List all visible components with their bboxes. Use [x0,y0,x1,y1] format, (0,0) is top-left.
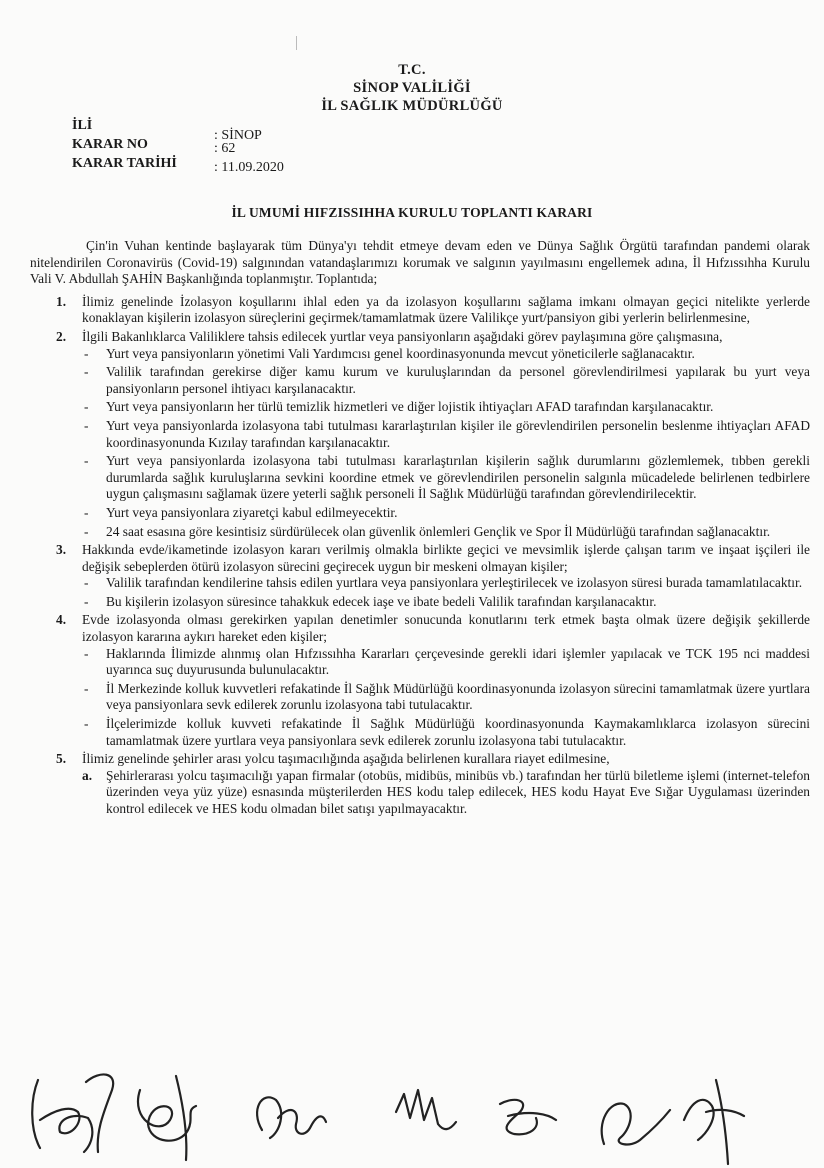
meta-row [72,118,284,143]
signature-3 [257,1097,326,1138]
lettered-item-text: Şehirlerarası yolcu taşımacılığı yapan firmalar (otobüs, midibüs, minibüs vb.) tarafından her türlü biletleme işlemi (internet-telefon üzerinden veya yüz yüze) esnasında müşterilerden HES kodu talep edilecek, HES kodu Hayat Eve Sığar Uygulaması üzerinden kontrol edilecek ve HES kodu olmadan bilet satışı yapılmayacaktır. [106,767,810,816]
article-number: 3. [56,542,67,558]
dash-bullet: - [84,645,89,661]
dash-bullet: - [84,680,89,696]
sub-item-text: Yurt veya pansiyonların her türlü temizlik hizmetleri ve diğer lojistik ihtiyaçları AFAD tarafından karşılanacaktır. [106,399,714,415]
article-text: İlgili Bakanlıklarca Valiliklere tahsis edilecek yurtlar veya pansiyonların aşağıdaki görev paylaşımına göre çalışmasına, [82,328,723,344]
article-5 [30,751,810,817]
sub-item [82,594,810,611]
meta-key: İLİ [72,118,93,133]
signature-7 [684,1080,744,1164]
sub-item [82,346,810,363]
article-text: Hakkında evde/ikametinde izolasyon kararı verilmiş olmakla birlikte geçici ve mevsimlik işlerde çalışan tarım ve inşaat işçileri ile değişik sebeplerden ötürü izolasyon sürecini geçirecek uygun bir meskeni olmayan kişiler; [82,542,810,574]
sub-item [82,716,810,749]
sub-item [82,681,810,714]
dash-bullet: - [84,593,89,609]
signature-6 [602,1104,670,1145]
article-number: 5. [56,751,67,767]
meta-value: : 62 [214,141,236,156]
signatures [0,1060,824,1168]
article-2 [30,329,810,540]
article-text: İlimiz genelinde şehirler arası yolcu taşımacılığında aşağıda belirlenen kurallara riayet edilmesine, [82,751,610,767]
scan-mark [296,36,297,50]
article-text: İlimiz genelinde İzolasyon koşullarını ihlal eden ya da izolasyon koşullarını sağlama imkanı olmayan geçici nitelikte yerlerde konaklayan kişilerin izolasyon süreçlerini geçirmek/tamamlatmak üzere Valilikçe yurt/pansiyon gibi yerlerin belirlenmesine, [82,293,810,326]
dash-bullet: - [84,453,89,469]
meta-value: : SİNOP [214,128,262,143]
sub-item [82,364,810,397]
header-mudurluk: İL SAĞLIK MÜDÜRLÜĞÜ [321,98,503,114]
dash-bullet: - [84,364,89,380]
sub-item-text: İlçelerimizde kolluk kuvveti refakatinde İl Sağlık Müdürlüğü koordinasyonunda Kaymakamlıklarca izolasyon sürecini tamamlatmak üzere yurtlara veya pansiyonlara sevk edilerek zorunlu izolasyona tabi tutulacaktır. [106,716,810,748]
meta-key: KARAR TARİHİ [72,156,177,171]
sub-item-text: Yurt veya pansiyonlarda izolasyona tabi tutulması kararlaştırılan kişiler ile görevlendirilen personelin beslenme ihtiyaçları AFAD koordinasyonunda Kızılay tarafından karşılanacaktır. [106,417,810,450]
dash-bullet: - [84,716,89,732]
sub-item [82,453,810,503]
sub-item [82,399,810,416]
sub-item-text: Valilik tarafından gerekirse diğer kamu kurum ve kuruluşlarından da personel görevlendirilmesi yapılarak bu yurt veya pansiyonların personel ihtiyacı karşılanacaktır. [106,364,810,396]
dash-bullet: - [84,575,89,591]
dash-bullet: - [84,399,89,415]
decision-body [30,238,810,820]
decision-meta [72,118,284,175]
sub-item-text: Valilik tarafından kendilerine tahsis edilen yurtlara veya pansiyonlara yerleştirilecek ve izolasyon süresi burada tamamlatılacaktır. [106,575,803,591]
sub-item-text: Yurt veya pansiyonlara ziyaretçi kabul edilmeyecektir. [106,504,398,520]
sub-item-text: Bu kişilerin izolasyon süresince tahakkuk edecek iaşe ve ibate bedeli Valilik tarafından karşılanacaktır. [106,593,657,609]
dash-bullet: - [84,504,89,520]
article-1 [30,294,810,327]
sub-item-text: Yurt veya pansiyonlarda izolasyona tabi tutulması kararlaştırılan kişilerin sağlık durumlarını gözlemlemek, tıbben gerekli durumlarda sağlık kuruluşlarına sevkini koordine etmek ve görevlendirilen personelin salgınla mücadelede belirlenen tedbirlere uygun çalışmasını sağlamak üzere yeterli sağlık personeli İl Sağlık Müdürlüğü tarafından görevlendirilecektir. [106,453,810,502]
signature-1 [32,1074,113,1152]
article-number: 4. [56,612,67,628]
article-text: Evde izolasyonda olması gerekirken yapılan denetimler sonucunda konutlarını terk etmek başta olmak üzere değişik şekillerde izolasyon kararına aykırı hareket eden kişiler; [82,612,810,645]
dash-bullet: - [84,523,89,539]
sub-item-text: İl Merkezinde kolluk kuvvetleri refakatinde İl Sağlık Müdürlüğü koordinasyonunda izolasyon sürecini tamamlatmak üzere yurtlara veya pansiyonlara sevk edilerek zorunlu izolasyona tabi tutulacaktır. [106,680,810,713]
signature-4 [396,1090,456,1129]
meta-value: : 11.09.2020 [214,160,284,175]
sub-item-text: Yurt veya pansiyonların yönetimi Vali Yardımcısı genel koordinasyonunda mevcut yöneticilerle sağlanacaktır. [106,345,695,361]
article-number: 2. [56,328,67,344]
meta-row [72,156,284,175]
sub-item [82,575,810,592]
intro-paragraph: Çin'in Vuhan kentinde başlayarak tüm Dünya'yı tehdit etmeye devam eden ve Dünya Sağlık Örgütü tarafından pandemi olarak nitelendirilen Coronavirüs (Covid-19) salgınından vatandaşlarımızı korumak ve salgının yayılmasını engellemek adına, İl Hıfzıssıhha Kurulu Vali V. Abdullah ŞAHİN Başkanlığında toplanmıştır. Toplantıda; [30,238,810,287]
signature-5 [500,1100,556,1134]
header-tc: T.C. [398,62,426,78]
meta-key: KARAR NO [72,137,148,152]
sub-item [82,505,810,522]
article-3 [30,542,810,610]
item-letter: a. [82,767,93,783]
sub-item-text: 24 saat esasına göre kesintisiz sürdürülecek olan güvenlik önlemleri Gençlik ve Spor İl Müdürlüğü tarafından sağlanacaktır. [106,523,771,539]
dash-bullet: - [84,417,89,433]
sub-item [82,524,810,541]
sub-item-text: Haklarında İlimizde alınmış olan Hıfzıssıhha Kararları çerçevesinde gerekli idari işlemler yapılacak ve TCK 195 nci maddesi uyarınca suç duyurusunda bulunulacaktır. [106,645,810,678]
signature-2 [138,1076,196,1160]
article-number: 1. [56,293,67,309]
sub-item [82,418,810,451]
decision-title: İL UMUMİ HIFZISSIHHA KURULU TOPLANTI KARARI [231,205,593,220]
lettered-item [82,768,810,818]
dash-bullet: - [84,345,89,361]
header-valilik: SİNOP VALİLİĞİ [353,80,471,96]
article-4 [30,612,810,749]
sub-item [82,646,810,679]
